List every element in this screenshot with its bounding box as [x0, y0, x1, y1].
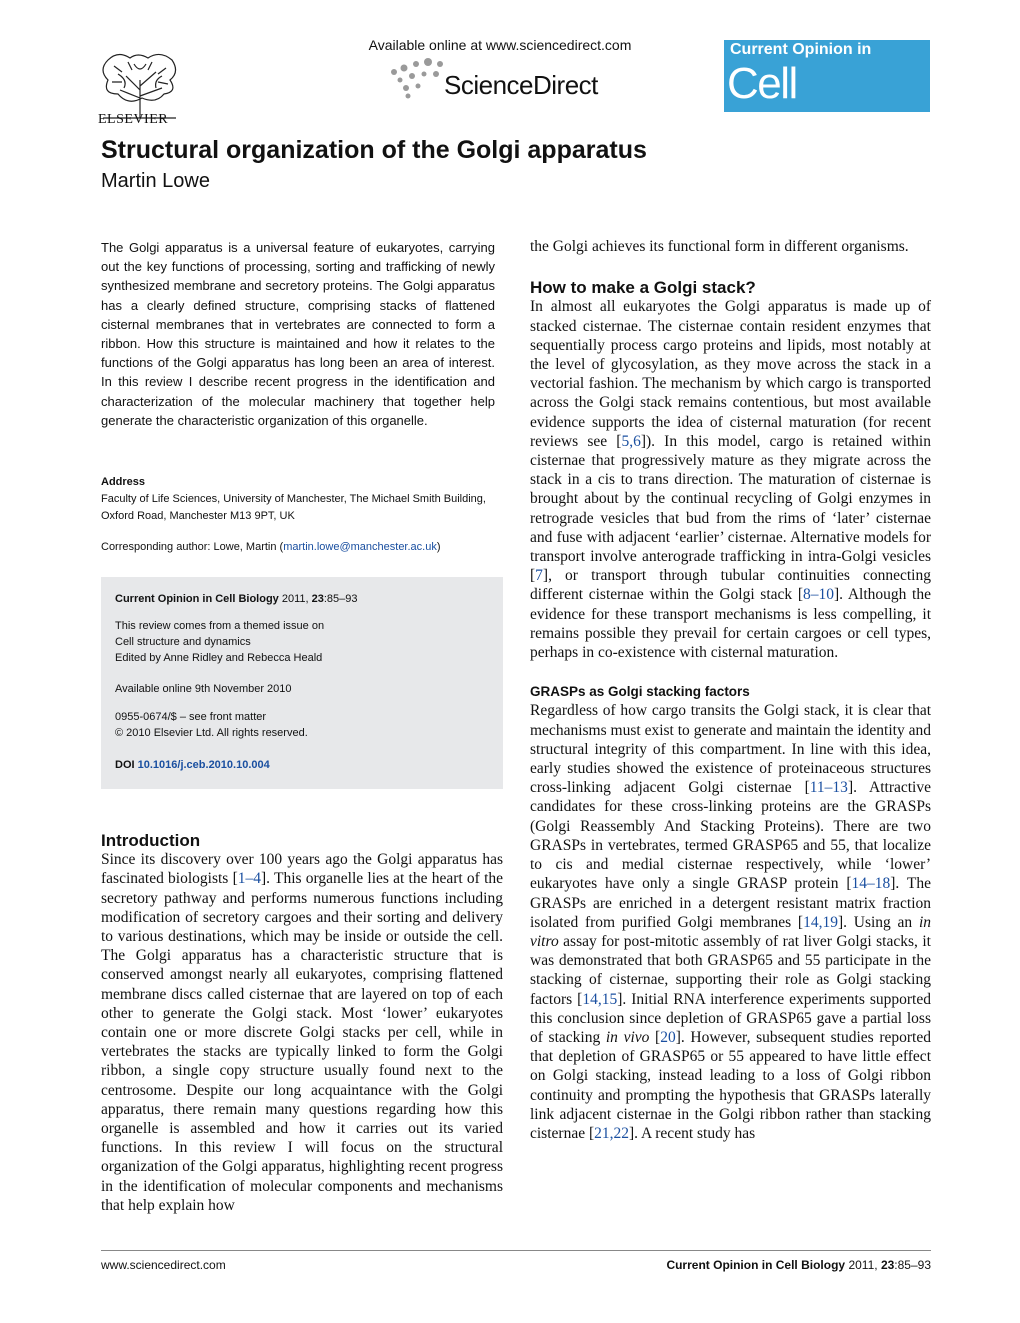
- address-heading: Address: [101, 476, 146, 488]
- footer-citation: [620, 1258, 931, 1272]
- corresponding-author: [101, 539, 503, 556]
- text-run: Since its discovery over 100 years ago the Golgi apparatus has fascinated biologists [: [101, 851, 503, 888]
- text-run: ]. This organelle lies at the heart of the secretory pathway and performs numerous functions including modification of secretory cargoes and their sorting and delivery to various destinations, which may be inside or outside the cell. The Golgi apparatus has a characteristic structure that is conserved amongst nearly all eukaryotes, comprising flattened membrane discs called cisternae that are layered on top of each other to generate the Golgi stack. Most ‘lower’ eukaryotes contain one or more discrete Golgi stacks per cell, while in vertebrates the stacks are typically linked to form the Golgi ribbon, a single copy structure usually found next to the centrosome. Despite our long acquaintance with the Golgi apparatus, there remain many questions regarding how this organelle is assembled and how it carries out its varied functions. In this review I will focus on the structural organization of the Golgi apparatus, highlighting recent progress in the identification of molecular components and mechanisms that help explain how: [101, 870, 504, 1214]
- info-issn: 0955-0674/$ – see front matter: [115, 711, 267, 723]
- grasps-paragraph: [530, 701, 931, 1143]
- reference-link[interactable]: 5,6: [621, 432, 641, 450]
- italic-term: in vitro: [530, 913, 931, 950]
- corr-suffix: ): [436, 541, 441, 553]
- doi-link[interactable]: 10.1016/j.ceb.2010.10.004: [137, 759, 270, 771]
- sciencedirect-wordmark: ScienceDirect: [444, 70, 598, 100]
- footer-url[interactable]: www.sciencedirect.com: [101, 1258, 226, 1272]
- article-info-box: [101, 577, 503, 789]
- text-run: ], or transport through tubular continuities connecting different cisternae within the Golgi stack [: [530, 567, 931, 604]
- reference-link[interactable]: 21,22: [594, 1124, 629, 1142]
- footer-rule: [101, 1250, 931, 1251]
- footer-volume: 23: [880, 1258, 895, 1272]
- text-run: ]. A recent study has: [629, 1124, 756, 1142]
- info-themed-line1: This review comes from a themed issue on: [115, 620, 325, 632]
- info-copyright: © 2010 Elsevier Ltd. All rights reserved.: [115, 727, 308, 739]
- text-run: ]. However, subsequent studies reported that depletion of GRASP65 or 55 appeared to have little effect on Golgi stacking, instead leading to a loss of Golgi ribbon continuity and prompting the hypothesis that GRASPs laterally link adjacent cisternae in the Golgi ribbon rather than stacking cisternae [: [530, 1028, 931, 1142]
- reference-link[interactable]: 8–10: [802, 586, 834, 604]
- footer-pages: :85–93: [894, 1258, 931, 1272]
- introduction-heading: Introduction: [101, 831, 201, 850]
- info-available-online: Available online 9th November 2010: [115, 683, 292, 695]
- info-pages: :85–93: [323, 593, 358, 605]
- text-run: Regardless of how cargo transits the Golgi stack, it is clear that mechanisms must exist to generate and maintain the identity and structural integrity of this compartment. In line with this idea, early studies showed the existence of proteinaceous structures cross-linking adjacent Golgi cisternae [: [530, 702, 931, 797]
- info-journal: Current Opinion in Cell Biology: [115, 593, 279, 605]
- text-run: assay for post-mitotic assembly of rat liver Golgi stacks, it was demonstrated that both GRASP65 and 55 participate in the stacking of cisternae, supporting their role as Golgi stacking factors [: [530, 932, 931, 1008]
- publisher-wordmark: ELSEVIER: [98, 112, 169, 127]
- introduction-continued: the Golgi achieves its functional form in different organisms.: [530, 238, 909, 255]
- reference-link[interactable]: 14,19: [803, 913, 838, 931]
- info-themed-line3: Edited by Anne Ridley and Rebecca Heald: [115, 652, 323, 664]
- author-email-link[interactable]: martin.lowe@manchester.ac.uk: [283, 541, 437, 553]
- info-citation: [115, 593, 358, 605]
- info-year: 2011,: [281, 593, 309, 605]
- grasps-heading: GRASPs as Golgi stacking factors: [530, 684, 750, 700]
- reference-link[interactable]: 7: [535, 567, 543, 585]
- available-online-text: Available online at www.sciencedirect.com: [368, 37, 632, 53]
- italic-term: in vivo: [605, 1028, 650, 1046]
- text-run: ]. Initial RNA interference experiments supported this conclusion since depletion of GRASP65 gave a partial loss of stacking: [530, 990, 931, 1046]
- corr-prefix: Corresponding author: Lowe, Martin (: [101, 541, 284, 553]
- reference-link[interactable]: 20: [660, 1028, 676, 1046]
- text-run: ]. The GRASPs are enriched in a detergent resistant matrix fraction isolated from purified Golgi membranes [: [530, 875, 931, 931]
- info-doi: [115, 759, 270, 771]
- reference-link[interactable]: 14,15: [582, 990, 618, 1008]
- text-run: ]. Using an: [837, 913, 919, 931]
- info-themed-line2: Cell structure and dynamics: [115, 636, 251, 648]
- sciencedirect-dots-logo: [388, 58, 446, 100]
- right-column: [530, 237, 931, 1143]
- journal-logo-line2: Cell Biology: [727, 59, 861, 160]
- text-run: ]). In this model, cargo is retained within cisternae that progressively mature as they migrate across the stack in a cis to trans direction. The maturation of cisternae is brought about by the continual recycling of Golgi enzymes in retrograde vesicles that bud from the rims of ‘later’ cisternae and fuse with adjacent ‘earlier’ cisternae. Alternative models for transport involve anterograde trafficking in intra-Golgi vesicles [: [530, 432, 931, 585]
- info-volume: 23: [311, 593, 324, 605]
- article-author: Martin Lowe: [101, 170, 210, 192]
- golgi-stack-heading: How to make a Golgi stack?: [530, 278, 756, 298]
- doi-label: DOI: [115, 759, 135, 771]
- footer-year: 2011,: [848, 1258, 878, 1272]
- address-text: Faculty of Life Sciences, University of Manchester, The Michael Smith Building, Oxford Road, Manchester M13 9PT, UK: [101, 493, 486, 522]
- reference-link[interactable]: 1–4: [237, 870, 261, 888]
- golgi-stack-paragraph: [530, 297, 931, 662]
- footer-journal: Current Opinion in Cell Biology: [666, 1258, 846, 1272]
- reference-link[interactable]: 14–18: [851, 875, 891, 893]
- text-run: [: [649, 1028, 661, 1046]
- text-run: ]. Although the evidence for these transport mechanisms is less compelling, it remains possible they prevail for certain cargoes or cell types, perhaps in co-existence with cisternal maturation.: [530, 586, 931, 662]
- introduction-section: [101, 831, 503, 1215]
- journal-logo-box: [724, 40, 930, 160]
- text-run: ]. Attractive candidates for these cross-linking proteins are the GRASPs (Golgi Reassembly And Stacking Proteins). There are two GRASPs in vertebrates, termed GRASP65 and 55, that localize to cis and medial cisternae respectively, while ‘lower’ eukaryotes have only a single GRASP protein [: [530, 779, 931, 893]
- abstract: The Golgi apparatus is a universal feature of eukaryotes, carrying out the key functions of processing, sorting and trafficking of newly synthesized membrane and secretory proteins. The Golgi apparatus has a clearly defined structure, comprising stacks of flattened cisternal membranes that in vertebrates are connected to form a ribbon. How this structure is maintained and how it relates to the functions of the Golgi apparatus has long been an area of interest. In this review I describe recent progress in the identification and characterization of the molecular machinery that together help generate the characteristic organization of this organelle.: [101, 240, 495, 428]
- introduction-paragraph: [101, 850, 503, 1215]
- text-run: In almost all eukaryotes the Golgi apparatus is made up of stacked cisternae. The cisternae contain resident enzymes that sequentially process cargo proteins and lipids, most notably at the level of glycosylation, as they move across the stack in a vectorial fashion. The mechanism by which cargo is transported across the Golgi stack remains contentious, but most available evidence supports the idea of cisternal maturation (for recent reviews see [: [530, 298, 931, 450]
- article-title: Structural organization of the Golgi apparatus: [101, 136, 647, 164]
- journal-logo-line1: Current Opinion in: [730, 41, 872, 58]
- reference-link[interactable]: 11–13: [809, 779, 848, 797]
